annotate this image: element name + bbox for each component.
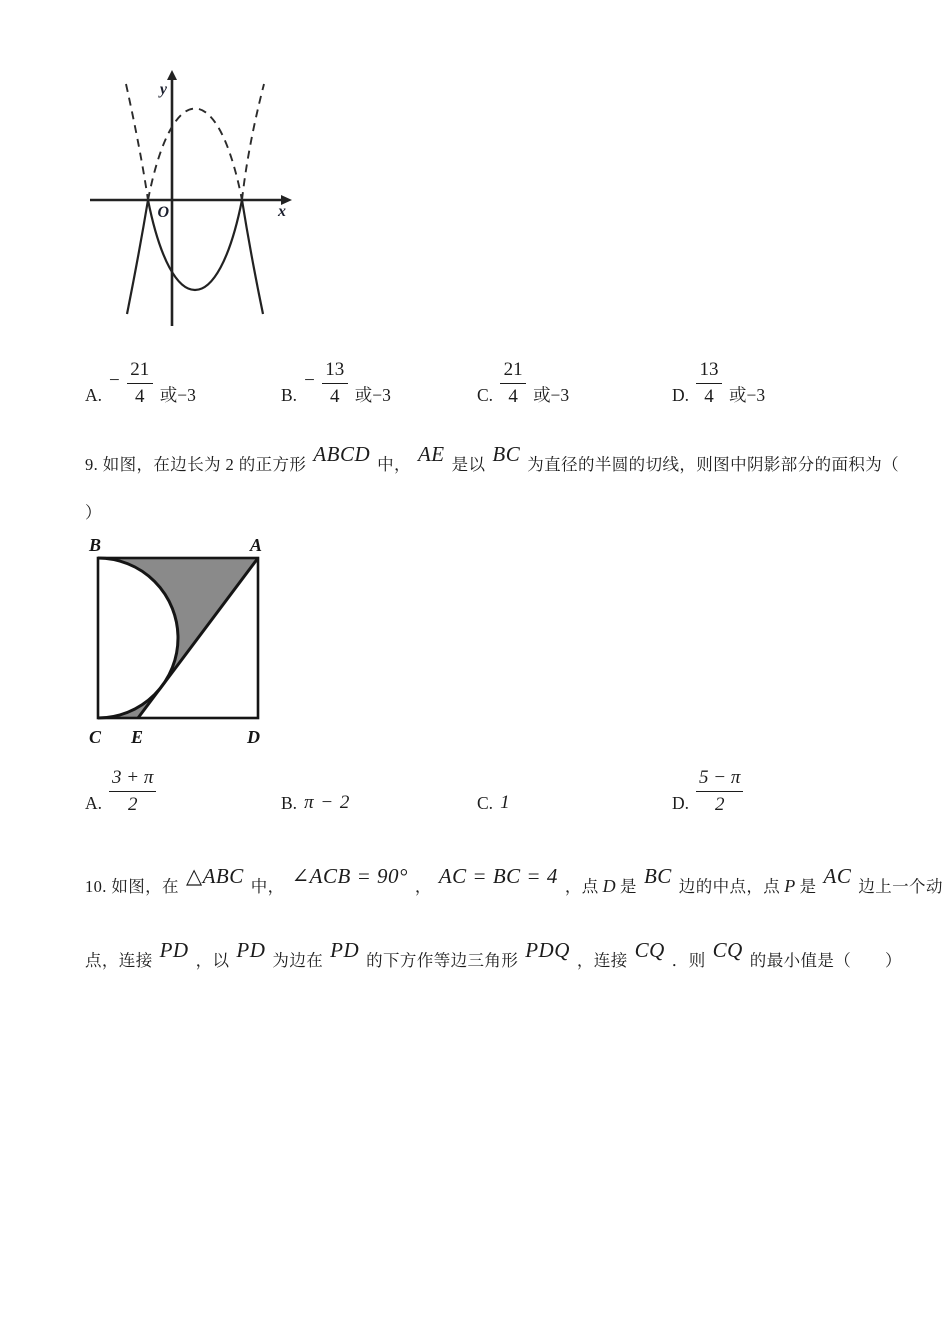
fraction-bar: [322, 383, 348, 384]
fraction-numerator: 13: [325, 359, 345, 380]
answer-option: [672, 760, 743, 814]
option-label: D.: [672, 792, 690, 813]
math-expression: PD: [159, 938, 189, 962]
fraction: [500, 360, 526, 406]
dashed-left-branch: [126, 84, 148, 200]
text-run: 是: [799, 877, 817, 896]
option-suffix: 或−3: [159, 384, 196, 405]
question10-line1: [85, 864, 943, 898]
fraction-denominator: 4: [508, 386, 518, 407]
text-run: 为直径的半圆的切线，则图中阴影部分的面积为（: [527, 455, 900, 474]
square-semicircle-figure: [85, 533, 280, 749]
minus-sign: −: [109, 370, 120, 391]
dashed-right-branch: [242, 84, 264, 200]
fraction: [109, 768, 156, 814]
fraction-denominator: 4: [704, 386, 714, 407]
math-expression: △ABC: [185, 864, 244, 888]
option-label: C.: [477, 792, 494, 813]
text-run: ．则: [671, 951, 706, 970]
text-run: 边上一个动: [858, 877, 943, 896]
shaded-region-sliver: [98, 686, 162, 718]
math-expression: AC: [823, 864, 852, 888]
fraction-bar: [127, 383, 153, 384]
fraction-denominator: 4: [134, 386, 145, 407]
text-run: 的下方作等边三角形: [366, 951, 519, 970]
answer-option: [672, 354, 765, 406]
answer-option: [477, 760, 511, 814]
option-suffix: 或−3: [729, 384, 766, 405]
question9-line1: [85, 442, 900, 476]
answer-option: [477, 354, 569, 406]
option-value: π − 2: [304, 792, 351, 813]
option-suffix: 或−3: [533, 384, 570, 405]
math-expression: ABCD: [313, 442, 371, 466]
fraction-denominator: 2: [127, 794, 138, 815]
x-axis-label: x: [278, 203, 286, 220]
option-value: 1: [500, 792, 511, 813]
fraction-denominator: 4: [330, 386, 340, 407]
text-run: 中，: [377, 455, 411, 474]
option-label: D.: [672, 384, 690, 405]
fraction-numerator: 21: [503, 359, 523, 380]
vertex-label-C: C: [89, 727, 102, 747]
math-expression: BC: [643, 864, 672, 888]
math-expression: CQ: [712, 938, 743, 962]
text-run: 9. 如图，在边长为 2 的正方形: [85, 455, 307, 474]
math-expression: AC = BC = 4: [438, 864, 558, 888]
quadratic-graph-figure: [88, 68, 300, 334]
math-variable: D: [602, 876, 617, 896]
answer-option: [85, 760, 156, 814]
y-axis-label: y: [159, 81, 167, 98]
question8-options-row: [0, 354, 950, 406]
solid-right-leg: [242, 200, 263, 314]
option-label: B.: [281, 792, 298, 813]
text-run: 中，: [250, 877, 285, 896]
answer-option: [281, 354, 391, 406]
text-run: ，点: [564, 877, 599, 896]
text-run: 为边在: [272, 951, 324, 970]
option-label: A.: [85, 792, 103, 813]
dashed-middle-hump: [148, 109, 242, 201]
fraction-bar: [696, 791, 743, 792]
vertex-label-B: B: [89, 535, 102, 555]
text-run: 的最小值是（ ）: [749, 951, 902, 970]
fraction: [696, 360, 722, 406]
text-run: 点，连接: [85, 951, 153, 970]
fraction-numerator: 3 + π: [112, 767, 154, 788]
text-run: 10. 如图，在: [85, 877, 179, 896]
text-run: 是: [620, 877, 637, 896]
fraction-numerator: 5 − π: [699, 767, 741, 788]
y-axis-arrow-icon: [167, 70, 177, 80]
fraction-bar: [696, 383, 722, 384]
vertex-label-E: E: [131, 727, 144, 747]
math-expression: CQ: [634, 938, 665, 962]
option-label: C.: [477, 384, 494, 405]
answer-option: [281, 760, 350, 814]
fraction-denominator: 2: [714, 794, 725, 815]
math-expression: PD: [236, 938, 266, 962]
text-run: ，: [414, 877, 432, 896]
answer-option: [85, 354, 196, 406]
fraction-numerator: 21: [130, 359, 150, 380]
fraction-bar: [109, 791, 156, 792]
question10-line2: [85, 938, 902, 972]
text-run: ，连接: [576, 951, 628, 970]
fraction: [696, 768, 743, 814]
minus-sign: −: [304, 370, 315, 391]
math-variable: P: [784, 876, 796, 896]
origin-label: O: [157, 204, 169, 221]
fraction: [127, 360, 153, 406]
text-run: ，以: [195, 951, 230, 970]
text-run: 是以: [451, 455, 486, 474]
solid-left-leg: [127, 200, 148, 314]
math-expression: PDQ: [525, 938, 570, 962]
question9-close-paren: ）: [85, 503, 102, 522]
math-expression: AE: [417, 442, 445, 466]
option-label: A.: [85, 384, 103, 405]
fraction-numerator: 13: [699, 359, 719, 380]
math-expression: BC: [492, 442, 521, 466]
math-expression: ∠ACB = 90°: [291, 864, 408, 888]
text-run: 边的中点，点: [678, 877, 781, 896]
fraction-bar: [500, 383, 526, 384]
question9-options-row: [0, 760, 950, 814]
vertex-label-D: D: [247, 727, 260, 747]
math-expression: PD: [330, 938, 360, 962]
vertex-label-A: A: [250, 535, 263, 555]
option-label: B.: [281, 384, 298, 405]
fraction: [322, 360, 348, 406]
option-suffix: 或−3: [354, 384, 391, 405]
